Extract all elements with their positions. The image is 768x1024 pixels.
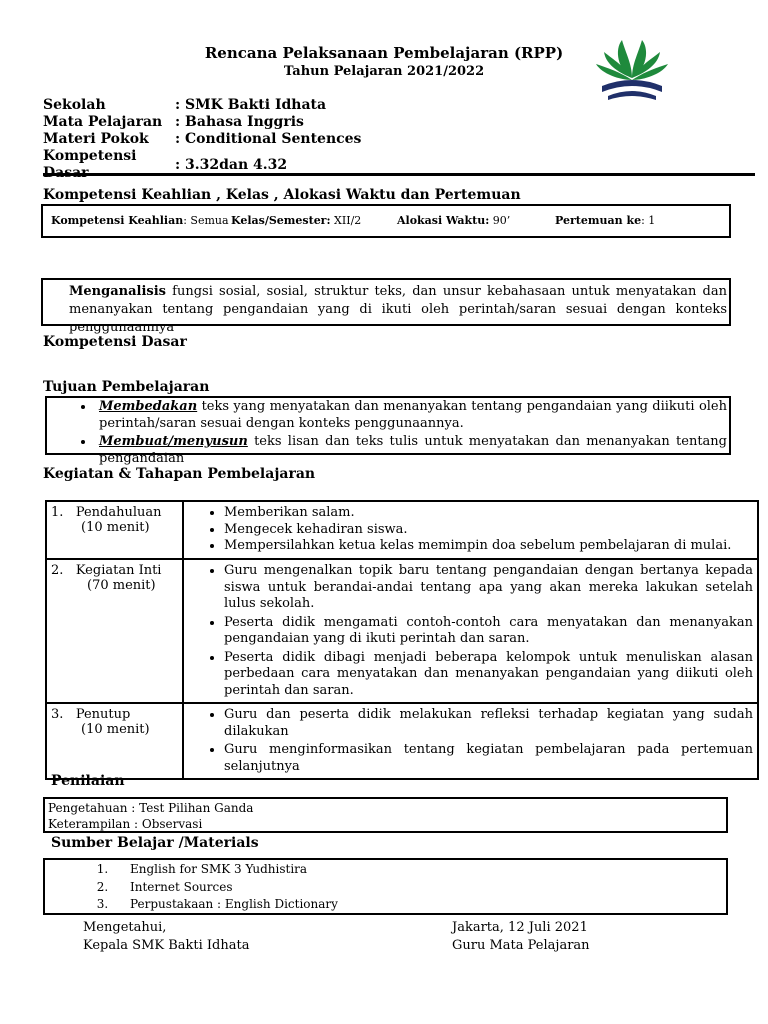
- table-row: [46, 559, 758, 703]
- identity-table: [43, 97, 361, 182]
- list-item: • Peserta didik dibagi menjadi beberapa kelompok untuk menuliskan alasan perbedaan cara menyatakan dan menanyakan pengandaian yang diikuti oleh perintah dan saran.: [224, 650, 753, 700]
- stage-name: 3. Penutup: [51, 707, 131, 722]
- stage-name: 1. Pendahuluan: [51, 505, 162, 520]
- divider: [43, 173, 755, 176]
- list-item: • Guru mengenalkan topik baru tentang pengandaian dengan bertanya kepada siswa untuk berandai-andai tentang apa yang akan mereka lakukan setelah lulus sekolah.: [224, 563, 753, 613]
- kompetensi-keahlian-heading: Kompetensi Keahlian , Kelas , Alokasi Waktu dan Pertemuan: [43, 187, 521, 203]
- pertemuan-field: Pertemuan ke: 1: [555, 214, 656, 227]
- signature-right: Jakarta, 12 Juli 2021 Guru Mata Pelajaran: [452, 920, 590, 953]
- list-item: • Peserta didik mengamati contoh-contoh cara menyatakan dan menanyakan pengandaian yang di ikuti perintah dan saran.: [224, 615, 753, 648]
- identity-row: Sekolah : SMK Bakti Idhata: [43, 97, 327, 113]
- identity-row: Kompetensi : 3.32dan 4.32: [43, 148, 288, 173]
- list-item: • Memberikan salam.: [224, 505, 753, 522]
- stage-time: (10 menit): [81, 722, 150, 737]
- kelas-semester-field: Kelas/Semester: XII/2: [231, 214, 362, 227]
- penilaian-heading: Penilaian: [51, 773, 125, 789]
- document-title: Rencana Pelaksanaan Pembelajaran (RPP): [204, 44, 564, 62]
- list-item: • Membuat/menyusun teks lisan dan teks tulis untuk menyatakan dan menanyakan tentang pengandaian: [95, 434, 727, 467]
- kompetensi-dasar-heading: Kompetensi Dasar: [43, 334, 187, 350]
- tujuan-heading: Tujuan Pembelajaran: [43, 379, 210, 395]
- green-leaf-book-logo: [592, 36, 672, 104]
- kegiatan-table: [45, 500, 759, 780]
- identity-row: Materi Pokok : Conditional Sentences: [43, 131, 362, 147]
- kompetensi-box: [41, 204, 731, 238]
- tujuan-box: [45, 396, 731, 466]
- stage-name: 2. Kegiatan Inti: [51, 563, 162, 578]
- list-item: • Mengecek kehadiran siswa.: [224, 522, 753, 539]
- identity-row: Mata Pelajaran : Bahasa Inggris: [43, 114, 304, 130]
- table-row: [46, 501, 758, 559]
- penilaian-line: Pengetahuan : Test Pilihan Ganda: [48, 801, 254, 815]
- kompetensi-inti-box: Menganalisis fungsi sosial, sosial, struktur teks, dan unsur kebahasaan untuk menyatakan dan menanyakan tentang pengandaian yang di ikuti oleh perintah/saran sesuai dengan konteks penggunaannya: [41, 278, 731, 326]
- document-subtitle: Tahun Pelajaran 2021/2022: [283, 64, 485, 79]
- list-item: • Mempersilahkan ketua kelas memimpin doa sebelum pembelajaran di mulai.: [224, 538, 753, 555]
- list-item: • Guru dan peserta didik melakukan refleksi terhadap kegiatan yang sudah dilakukan: [224, 707, 753, 740]
- penilaian-line: Keterampilan : Observasi: [48, 817, 203, 831]
- kompetensi-keahlian-field: Kompetensi Keahlian: Semua: [51, 214, 229, 227]
- sumber-heading: Sumber Belajar /Materials: [51, 835, 259, 851]
- kegiatan-heading: Kegiatan & Tahapan Pembelajaran: [43, 466, 316, 482]
- stage-time: (70 menit): [87, 578, 156, 593]
- alokasi-waktu-field: Alokasi Waktu: 90’: [397, 214, 511, 227]
- list-item: • Membedakan teks yang menyatakan dan menanyakan tentang pengandaian yang diikuti oleh perintah/saran sesuai dengan konteks penggunaannya.: [95, 399, 727, 432]
- stage-time: (10 menit): [81, 520, 150, 535]
- signature-left: Mengetahui, Kepala SMK Bakti Idhata: [83, 920, 250, 953]
- table-row: [46, 703, 758, 779]
- list-item: 3. Perpustakaan : English Dictionary: [112, 896, 726, 914]
- list-item: 2. Internet Sources: [112, 879, 726, 897]
- sumber-box: [43, 858, 728, 915]
- list-item: • Guru menginformasikan tentang kegiatan pembelajaran pada pertemuan selanjutnya: [224, 742, 753, 775]
- list-item: 1. English for SMK 3 Yudhistira: [112, 861, 726, 879]
- penilaian-box: [43, 797, 728, 833]
